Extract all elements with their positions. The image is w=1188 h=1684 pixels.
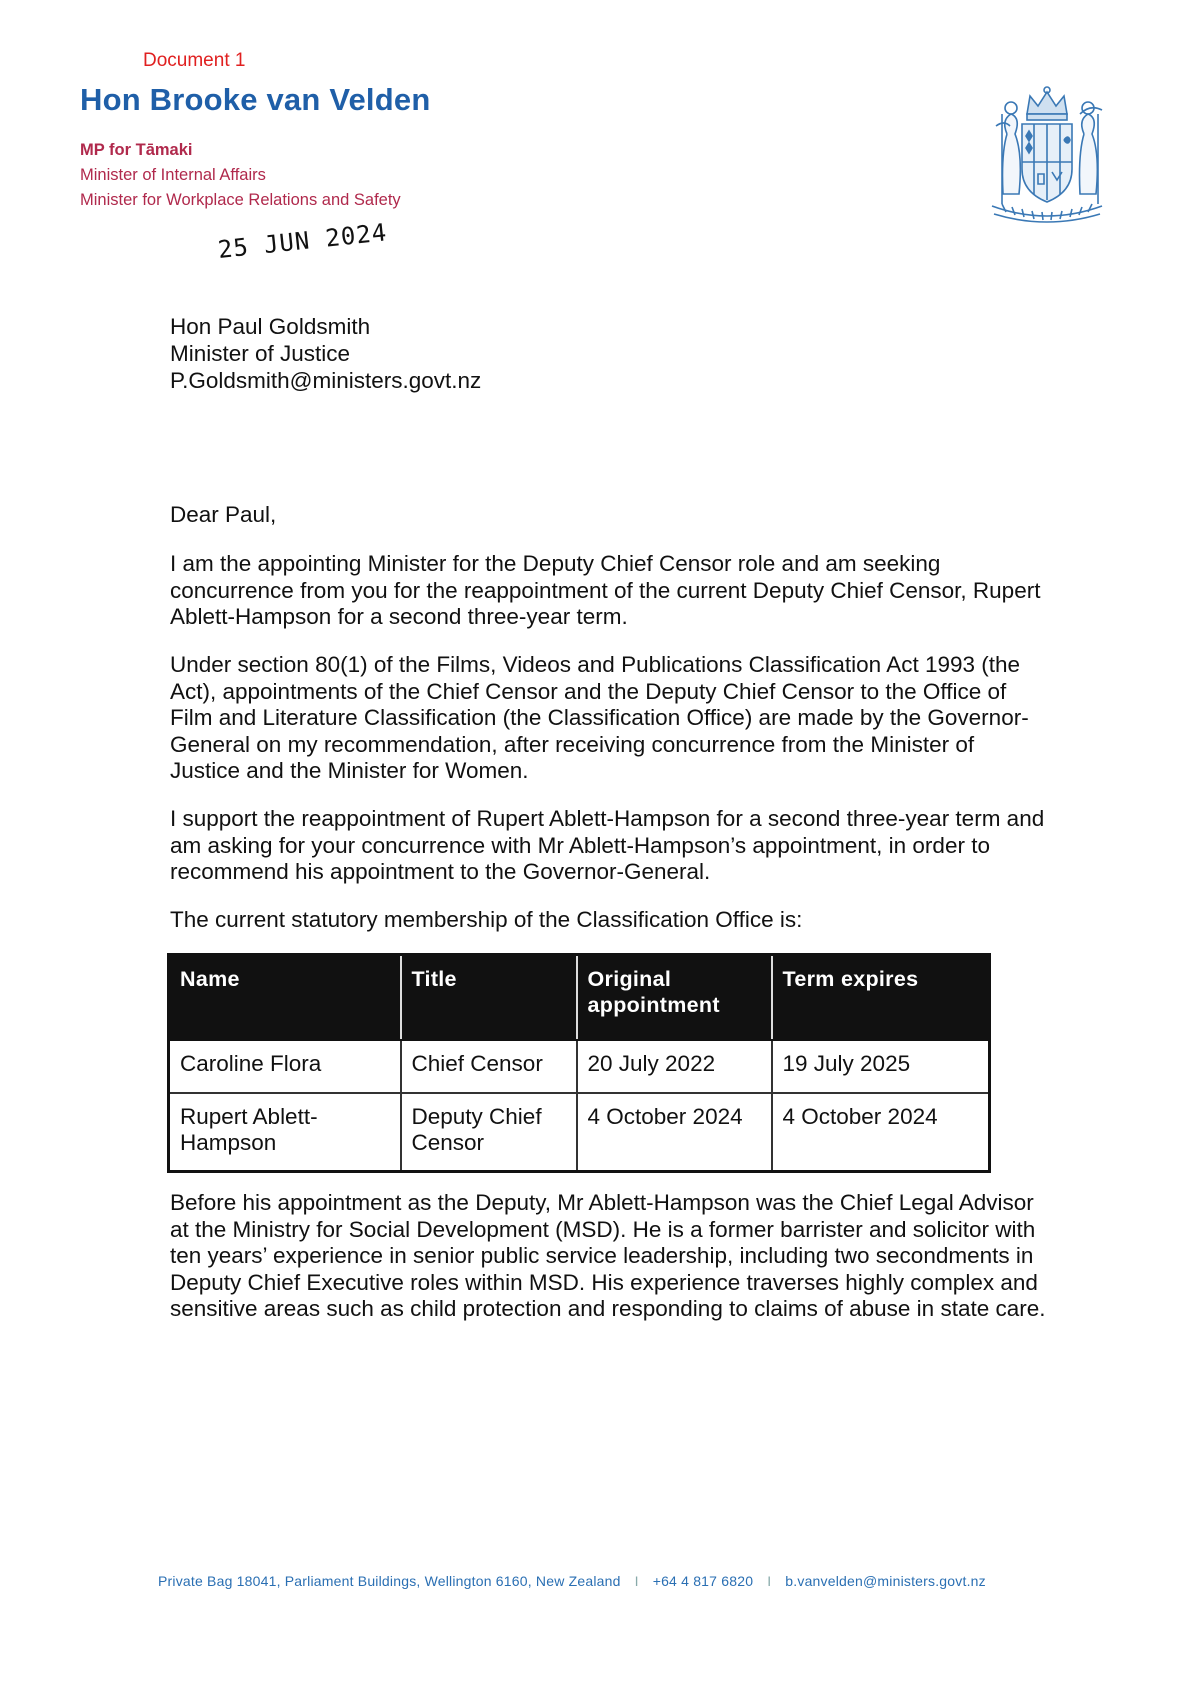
nz-coat-of-arms-icon (972, 84, 1122, 230)
cell-title: Chief Censor (401, 1040, 577, 1093)
paragraph-legal-basis: Under section 80(1) of the Films, Videos and Publications Classification Act 1993 (the Act), appointments of the Chief Censor and the Deputy Chief Censor to the Office of Film and Literature Classification (the Classification Office) are made by the Governor-General on my recommendation, after receiving concurrence from the Minister of Justice and the Minister for Women. (170, 652, 1029, 783)
table-row (169, 1093, 990, 1172)
date-stamp: 25 JUN 2024 (216, 218, 389, 264)
paragraph-table-intro: The current statutory membership of the Classification Office is: (170, 907, 803, 932)
minister-roles (80, 138, 401, 213)
recipient-email: P.Goldsmith@ministers.govt.nz (170, 368, 482, 393)
column-header-term-expires: Term expires (772, 955, 990, 1041)
paragraph-background: Before his appointment as the Deputy, Mr Ablett-Hampson was the Chief Legal Advisor at the Ministry for Social Development (MSD). He is a former barrister and solicitor with ten years’ experience in senior public service leadership, including two secondments in Deputy Chief Executive roles within MSD. His experience traverses highly complex and sensitive areas such as child protection and responding to claims of abuse in state care. (170, 1190, 1046, 1321)
table-row (169, 1040, 990, 1093)
column-header-original-appointment: Original appointment (577, 955, 772, 1041)
footer-phone: +64 4 817 6820 (652, 1573, 754, 1589)
column-header-title: Title (401, 955, 577, 1041)
cell-name: Rupert Ablett-Hampson (169, 1093, 401, 1172)
role-electorate: MP for Tāmaki (80, 141, 193, 159)
recipient-title: Minister of Justice (170, 341, 351, 366)
footer-contact (158, 1573, 1038, 1589)
recipient-block (170, 313, 481, 394)
cell-name: Caroline Flora (169, 1040, 401, 1093)
footer-address: Private Bag 18041, Parliament Buildings, Wellington 6160, New Zealand (158, 1573, 621, 1589)
cell-original-appointment: 4 October 2024 (577, 1093, 772, 1172)
cell-term-expires: 4 October 2024 (772, 1093, 990, 1172)
document-label: Document 1 (143, 50, 246, 71)
recipient-name: Hon Paul Goldsmith (170, 314, 371, 339)
role-workplace-relations: Minister for Workplace Relations and Safety (80, 191, 401, 209)
minister-name: Hon Brooke van Velden (80, 82, 431, 117)
footer-separator: I (634, 1573, 639, 1589)
paragraph-support: I support the reappointment of Rupert Ablett-Hampson for a second three-year term and am asking for your concurrence with Mr Ablett-Hampson’s appointment, in order to recommend his appointment to the Governor-General. (170, 806, 1045, 884)
cell-title: Deputy Chief Censor (401, 1093, 577, 1172)
footer-separator: I (767, 1573, 772, 1589)
cell-term-expires: 19 July 2025 (772, 1040, 990, 1093)
table-header-row (169, 955, 990, 1041)
footer-email: b.vanvelden@ministers.govt.nz (785, 1573, 986, 1589)
cell-original-appointment: 20 July 2022 (577, 1040, 772, 1093)
paragraph-concurrence-request: I am the appointing Minister for the Deputy Chief Censor role and am seeking concurrence from you for the reappointment of the current Deputy Chief Censor, Rupert Ablett-Hampson for a second three-year term. (170, 551, 1041, 629)
role-internal-affairs: Minister of Internal Affairs (80, 166, 266, 184)
salutation: Dear Paul, (170, 502, 277, 527)
membership-table (167, 953, 991, 1173)
column-header-name: Name (169, 955, 401, 1041)
